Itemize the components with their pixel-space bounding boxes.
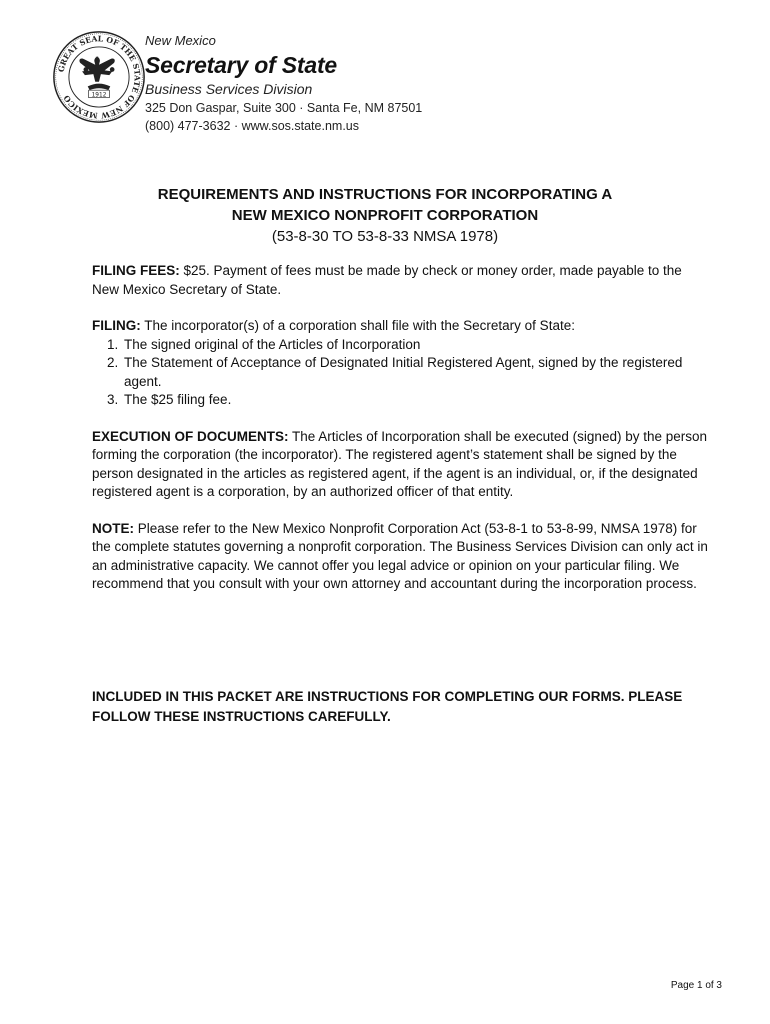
state-seal-logo (52, 30, 146, 124)
list-item: 2. The Statement of Acceptance of Designated Initial Registered Agent, signed by the registered agent. (122, 354, 712, 391)
execution-label: EXECUTION OF DOCUMENTS: (92, 428, 289, 444)
execution-paragraph (92, 428, 712, 502)
execution-text: The Articles of Incorporation shall be executed (signed) by the person forming the corporation (the incorporator). The registered agent’s statement shall be signed by the person designated in the articles as registered agent, if the agent is an individual, or, if the designated registered agent is a corporation, by an authorized officer of that entity. (92, 428, 708, 499)
header-division: Business Services Division (145, 81, 313, 97)
header-title: Secretary of State (145, 52, 337, 78)
note-text: Please refer to the New Mexico Nonprofit Corporation Act (53-8-1 to 53-8-99, NMSA 1978) for the complete statutes governing a nonprofit corporation. The Business Services Division can only act in an administrative capacity. We cannot offer you legal advice or opinion on your particular filing. We recommend that you consult with your own attorney and accountant during the incorporation process. (92, 520, 708, 591)
header-address: 325 Don Gaspar, Suite 300 · Santa Fe, NM 87501 (145, 101, 423, 115)
filing-fees-text: $25. Payment of fees must be made by check or money order, made payable to the New Mexico Secretary of State. (92, 263, 682, 297)
title-line-2: NEW MEXICO NONPROFIT CORPORATION (231, 207, 539, 224)
note-paragraph (92, 520, 712, 594)
filing-requirements-list (92, 336, 712, 410)
list-item: 3. The $25 filing fee. (122, 391, 712, 410)
seal-ring-text: GREAT SEAL OF THE STATE OF NEW MEXICO (56, 34, 142, 120)
document-body (92, 262, 712, 594)
filing-fees-paragraph (92, 262, 712, 299)
document-title (0, 184, 770, 247)
list-item: 1. The signed original of the Articles of Incorporation (122, 336, 712, 355)
filing-fees-label: FILING FEES: (92, 263, 180, 278)
packet-notice: INCLUDED IN THIS PACKET ARE INSTRUCTIONS FOR COMPLETING OUR FORMS. PLEASE FOLLOW THESE INSTRUCTIONS CAREFULLY. (92, 689, 683, 724)
filing-paragraph (92, 317, 712, 336)
title-statute: (53-8-30 TO 53-8-33 NMSA 1978) (271, 228, 499, 245)
note-label: NOTE: (92, 520, 134, 536)
seal-year: 1912 (91, 92, 107, 99)
header-contact: (800) 477-3632 · www.sos.state.nm.us (145, 119, 359, 133)
page-number: Page 1 of 3 (670, 980, 722, 991)
title-line-1: REQUIREMENTS AND INSTRUCTIONS FOR INCORPORATING A (157, 186, 613, 203)
header-state: New Mexico (145, 33, 216, 48)
letterhead (145, 33, 422, 133)
filing-label: FILING: (92, 318, 141, 333)
filing-text: The incorporator(s) of a corporation shall file with the Secretary of State: (140, 318, 575, 333)
